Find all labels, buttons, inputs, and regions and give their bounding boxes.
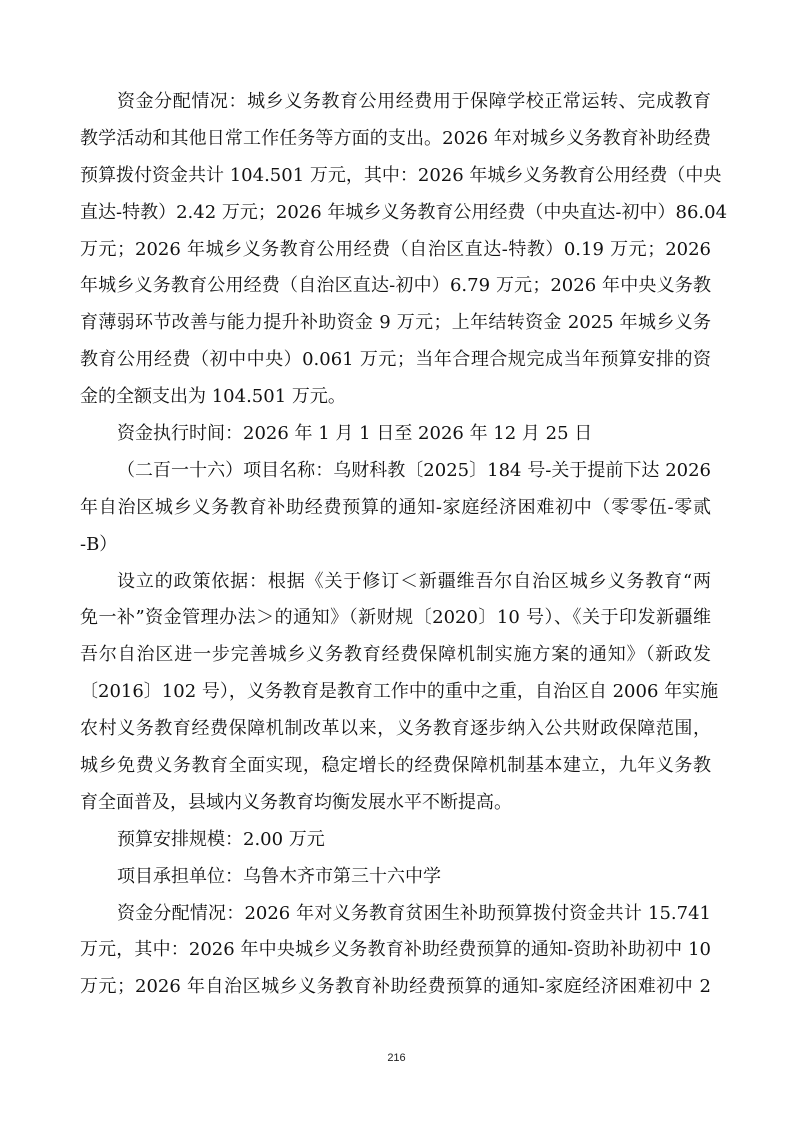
text-line: 城乡免费义务教育全面实现，稳定增长的经费保障机制基本建立，九年义务教 — [80, 755, 711, 777]
text-line: 育全面普及，县域内义务教育均衡发展水平不断提高。 — [80, 791, 512, 813]
text-line: 教学活动和其他日常工作任务等方面的支出。2026 年对城乡义务教育补助经费 — [80, 127, 711, 149]
text-line: 育薄弱环节改善与能力提升补助资金 9 万元；上年结转资金 2025 年城乡义务 — [80, 312, 711, 334]
text-line: （二百一十六）项目名称：乌财科教〔2025〕184 号-关于提前下达 2026 — [117, 459, 711, 481]
page-number: 216 — [387, 1052, 406, 1064]
document-body — [80, 89, 728, 1011]
text-line: 资金分配情况：城乡义务教育公用经费用于保障学校正常运转、完成教育 — [117, 91, 711, 112]
paragraph — [80, 421, 711, 458]
text-line: 年自治区城乡义务教育补助经费预算的通知-家庭经济困难初中（零零伍-零贰 — [80, 496, 711, 518]
text-line: 免一补”资金管理办法＞的通知》（新财规〔2020〕10 号）、《关于印发新疆维 — [80, 607, 711, 629]
paragraph — [80, 89, 728, 421]
paragraph — [80, 458, 711, 569]
text-line: 预算拨付资金共计 104.501 万元，其中：2026 年城乡义务教育公用经费（中央 — [80, 164, 722, 186]
text-line: 教育公用经费（初中中央）0.061 万元；当年合理合规完成当年预算安排的资 — [80, 349, 711, 371]
text-line: 农村义务教育经费保障机制改革以来，义务教育逐步纳入公共财政保障范围， — [80, 718, 711, 740]
text-line: 设立的政策依据：根据《关于修订＜新疆维吾尔自治区城乡义务教育“两 — [117, 570, 711, 592]
paragraph — [80, 864, 711, 901]
text-line: 吾尔自治区进一步完善城乡义务教育经费保障机制实施方案的通知》（新政发 — [80, 644, 711, 666]
text-line: 项目承担单位：乌鲁木齐市第三十六中学 — [117, 865, 441, 887]
text-line: 资金分配情况：2026 年对义务教育贫困生补助预算拨付资金共计 15.741 — [117, 902, 711, 924]
text-line: 预算安排规模：2.00 万元 — [117, 828, 325, 850]
text-line: 〔2016〕102 号），义务教育是教育工作中的重中之重，自治区自 2006 年实施 — [80, 681, 719, 703]
text-line: 万元；2026 年城乡义务教育公用经费（自治区直达-特教）0.19 万元；2026 — [80, 238, 711, 260]
text-line: 万元，其中：2026 年中央城乡义务教育补助经费预算的通知-资助补助初中 10 — [80, 939, 711, 961]
paragraph — [80, 901, 711, 1012]
paragraph — [80, 827, 711, 864]
paragraph — [80, 569, 719, 827]
text-line: 资金执行时间：2026 年 1 月 1 日至 2026 年 12 月 25 日 — [117, 423, 593, 445]
text-line: 金的全额支出为 104.501 万元。 — [80, 386, 346, 408]
text-line: 万元；2026 年自治区城乡义务教育补助经费预算的通知-家庭经济困难初中 2 — [80, 976, 711, 998]
text-line: 直达-特教）2.42 万元；2026 年城乡义务教育公用经费（中央直达-初中）86.04 — [80, 201, 728, 223]
text-line: -B） — [80, 533, 118, 555]
text-line: 年城乡义务教育公用经费（自治区直达-初中）6.79 万元；2026 年中央义务教 — [80, 275, 711, 297]
